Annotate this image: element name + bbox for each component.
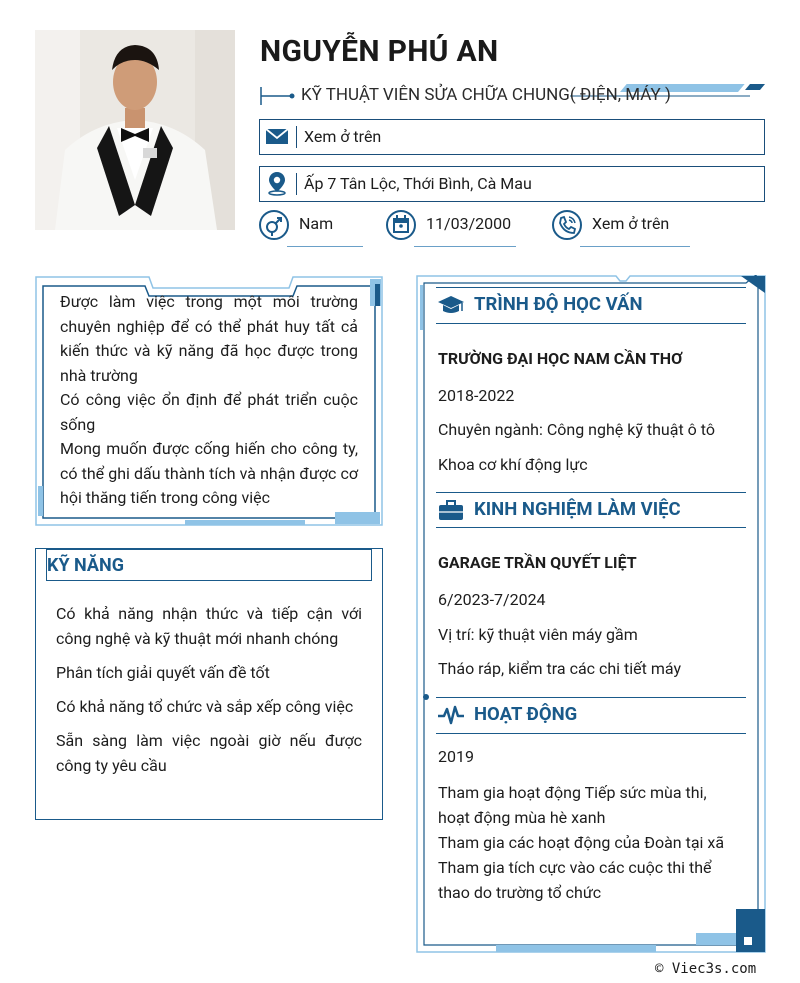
graduation-cap-icon — [437, 293, 465, 317]
activity-item: Tham gia hoạt động Tiếp sức mùa thi, hoạt động mùa hè xanh — [438, 783, 707, 827]
education-header — [436, 287, 746, 323]
skill-item: Phân tích giải quyết vấn đề tốt — [56, 663, 270, 682]
career-objective — [60, 290, 358, 511]
gender-value: Nam — [299, 214, 334, 233]
calendar-icon — [386, 210, 416, 240]
experience-position: Vị trí: kỹ thuật viên máy gầm — [438, 625, 638, 644]
birthday-value: 11/03/2000 — [426, 214, 512, 233]
activities-year: 2019 — [438, 747, 474, 766]
activities-list — [438, 780, 738, 905]
skill-item: Có khả năng tổ chức và sắp xếp công việc — [56, 697, 354, 716]
gender-icon — [259, 210, 289, 240]
experience-period: 6/2023-7/2024 — [438, 590, 546, 609]
copyright: © Viec3s.com — [655, 961, 757, 977]
briefcase-icon — [437, 498, 465, 522]
activities-title: HOẠT ĐỘNG — [474, 703, 578, 725]
profile-photo — [35, 30, 235, 230]
candidate-name: NGUYỄN PHÚ AN — [260, 34, 499, 69]
skills-title-box — [46, 549, 372, 581]
email-value: Xem ở trên — [304, 127, 382, 146]
education-faculty: Khoa cơ khí động lực — [438, 455, 588, 474]
education-title: TRÌNH ĐỘ HỌC VẤN — [474, 293, 643, 315]
experience-title: KINH NGHIỆM LÀM VIỆC — [474, 498, 681, 520]
education-major: Chuyên ngành: Công nghệ kỹ thuật ô tô — [438, 420, 715, 439]
skills-title: KỸ NĂNG — [47, 555, 124, 576]
skill-item: Có khả năng nhận thức và tiếp cận với công nghệ và kỹ thuật mới nhanh chóng — [56, 604, 362, 648]
skill-item: Sẵn sàng làm việc ngoài giờ nếu được công ty yêu cầu — [56, 731, 362, 775]
experience-header — [436, 492, 746, 528]
experience-company: GARAGE TRẦN QUYẾT LIỆT — [438, 553, 637, 572]
email-row — [259, 119, 765, 155]
envelope-icon — [264, 123, 290, 149]
objective-line: Mong muốn được cống hiến cho công ty, có thể ghi dấu thành tích và nhận được cơ hội thăng tiến trong công việc — [60, 439, 358, 507]
address-row — [259, 166, 765, 202]
experience-duty: Tháo ráp, kiểm tra các chi tiết máy — [438, 659, 682, 678]
objective-line: Có công việc ổn định để phát triển cuộc sống — [60, 390, 358, 434]
phone-icon — [552, 210, 582, 240]
address-value: Ấp 7 Tân Lộc, Thới Bình, Cà Mau — [304, 174, 532, 193]
objective-line: Được làm việc trong một môi trường chuyên nghiệp để có thể phát huy tất cả kiến thức và kỹ năng đã học được trong nhà trường — [60, 292, 358, 385]
education-school: TRƯỜNG ĐẠI HỌC NAM CẦN THƠ — [438, 349, 683, 368]
phone-value: Xem ở trên — [592, 214, 670, 233]
location-pin-icon — [264, 170, 290, 196]
activity-item: Tham gia các hoạt động của Đoàn tại xã — [438, 833, 725, 852]
activity-item: Tham gia tích cực vào các cuộc thi thể thao do trường tổ chức — [438, 858, 712, 902]
job-title: KỸ THUẬT VIÊN SỬA CHỮA CHUNG( ĐIỆN, MÁY ) — [301, 85, 671, 105]
activities-header — [436, 697, 746, 733]
pulse-icon — [437, 703, 465, 727]
skills-list — [56, 601, 362, 787]
education-period: 2018-2022 — [438, 386, 515, 405]
